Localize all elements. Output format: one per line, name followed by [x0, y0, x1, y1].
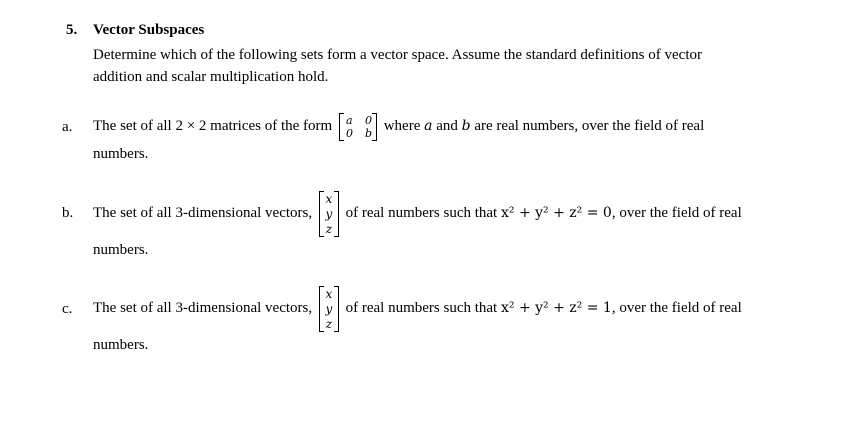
intro-line-1: Determine which of the following sets form a vector space. Assume the standard definitions of vector [93, 47, 702, 63]
item-b-vector: x y z [319, 191, 339, 237]
item-a-line: The set of all 2 × 2 matrices of the form a 0 0 b where a and b are real numbers, over the field of real [93, 113, 705, 140]
item-b-line: The set of all 3-dimensional vectors, x y z of real numbers such that x² + y² + z² = 0, over the field of real [93, 191, 742, 236]
item-c-continuation: numbers. [93, 337, 149, 353]
section-title: Vector Subspaces [93, 22, 205, 38]
item-c-equation: x² + y² + z² = 1 [500, 300, 612, 316]
item-b-equation: x² + y² + z² = 0 [500, 205, 612, 221]
section-intro [93, 44, 702, 88]
section-heading [66, 22, 204, 39]
item-c-vector: x y z [319, 286, 339, 332]
item-b-label: b. [62, 205, 74, 221]
item-a-label: a. [62, 119, 73, 135]
item-b-continuation: numbers. [93, 242, 149, 258]
item-c-line: The set of all 3-dimensional vectors, x y z of real numbers such that x² + y² + z² = 1, over the field of real [93, 286, 742, 331]
item-a-matrix: a 0 0 b [339, 113, 377, 141]
intro-line-2: addition and scalar multiplication hold. [93, 69, 329, 85]
item-c-label: c. [62, 301, 73, 317]
section-number: 5. [66, 22, 78, 38]
item-a-continuation: numbers. [93, 146, 149, 162]
